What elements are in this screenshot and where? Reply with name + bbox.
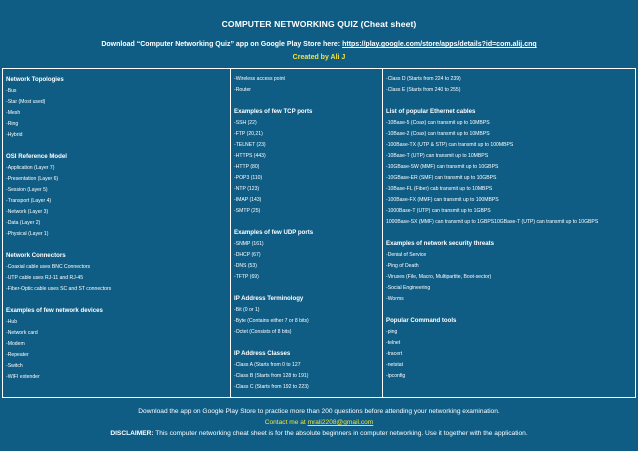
list-item: -HTTP (80): [234, 164, 260, 170]
email-link[interactable]: mrali2208@gmail.com: [307, 419, 374, 426]
list-item: -10Base-T (UTP) can transmit up to 10MBPS: [386, 153, 489, 159]
list-item: -Ring: [6, 121, 19, 127]
list-item: -10Base-2 (Coax) can transmit up to 10MBPS: [386, 131, 490, 137]
list-item: -Hybrid: [6, 132, 23, 138]
list-item: -POP3 (110): [234, 175, 263, 181]
list-item: -FTP (20,21): [234, 131, 263, 137]
list-item: -UTP cable uses RJ-11 and RJ-45: [6, 275, 84, 281]
list-item: -tracert: [386, 351, 403, 357]
list-item: -Coaxial cable uses BNC Connectors: [6, 264, 91, 270]
list-item: -TFTP (69): [234, 274, 259, 280]
list-item: -Denial of Service: [386, 252, 427, 258]
list-item: -TELNET (23): [234, 142, 266, 148]
column-middle: [231, 69, 383, 397]
list-item: -Bit (0 or 1): [234, 307, 260, 313]
list-item: -Physical (Layer 1): [6, 231, 49, 237]
list-item: -Router: [234, 87, 251, 93]
contact-line: [0, 417, 638, 428]
list-item: -Byte (Contains either 7 or 8 bits): [234, 318, 309, 324]
list-item: -ipconfig: [386, 373, 406, 379]
list-item: -Ping of Death: [386, 263, 419, 269]
list-item: -100Base-TX (UTP & STP) can transmit up to 100MBPS: [386, 142, 514, 148]
list-item: -100Base-FX (MMF) can transmit up to 100MBPS: [386, 197, 499, 203]
list-item: -Repeater: [6, 352, 29, 358]
list-item: -telnet: [386, 340, 401, 346]
list-item: -Mesh: [6, 110, 21, 116]
list-item: -WIFI extender: [6, 374, 40, 380]
download-line: [0, 41, 638, 48]
list-item: -10Base-FL (Fiber) cab transmit up to 10MBPS: [386, 186, 493, 192]
section-title-network-topologies: Network Topologies: [6, 76, 64, 83]
list-item: -Octet (Consists of 8 bits): [234, 329, 292, 335]
list-item: -NTP (123): [234, 186, 260, 192]
list-item: -Hub: [6, 319, 18, 325]
list-item: -Class A (Starts from 0 to 127: [234, 362, 301, 368]
section-title-examples-of-few-udp-ports: Examples of few UDP ports: [234, 229, 314, 236]
list-item: -IMAP (143): [234, 197, 262, 203]
cheat-sheet-table: [2, 68, 636, 398]
list-item: -Presentation (Layer 6): [6, 176, 59, 182]
list-item: -10GBase-ER (SMF) can transmit up to 10GBPS: [386, 175, 497, 181]
list-item: -Class B (Starts from 128 to 191): [234, 373, 309, 379]
footer: [0, 406, 638, 439]
list-item: -Star (Most used): [6, 99, 46, 105]
section-title-ip-address-terminology: IP Address Terminology: [234, 295, 304, 302]
list-item: -1000Base-T (UTP) can transmit up to 1GBPS: [386, 208, 491, 214]
list-item: -Network (Layer 3): [6, 209, 49, 215]
list-item: -Fiber-Optic cable uses SC and ST connectors: [6, 286, 112, 292]
column-right: [383, 69, 635, 397]
list-item: -SNMP (161): [234, 241, 264, 247]
list-item: -10Base-5 (Coax) can transmit up to 10MBPS: [386, 120, 490, 126]
section-title-examples-of-network-security-threats: Examples of network security threats: [386, 240, 495, 247]
list-item: -Transport (Layer 4): [6, 198, 52, 204]
section-title-network-connectors: Network Connectors: [6, 252, 66, 259]
list-item: -Modem: [6, 341, 25, 347]
list-item: -DHCP (67): [234, 252, 261, 258]
list-item: -Network card: [6, 330, 38, 336]
list-item: -10GBase-SW (MMF) can transmit up to 10GBPS: [386, 164, 499, 170]
list-item: -Social Engineering: [386, 285, 431, 291]
list-item: -Class D (Starts from 224 to 239): [386, 76, 461, 82]
list-item: -Class E (Starts from 240 to 255): [386, 87, 461, 93]
list-item: -netstat: [386, 362, 403, 368]
list-item: -Application (Layer 7): [6, 165, 55, 171]
footer-download-note: Download the app on Google Play Store to practice more than 200 questions before attending your networking examination.: [138, 408, 500, 415]
disclaimer: [0, 428, 638, 439]
list-item: -Class C (Starts from 192 to 223): [234, 384, 309, 390]
list-item: -HTTPS (443): [234, 153, 266, 159]
list-item: -SMTP (25): [234, 208, 261, 214]
list-item: -Switch: [6, 363, 23, 369]
section-title-examples-of-few-network-devices: Examples of few network devices: [6, 307, 103, 314]
section-title-examples-of-few-tcp-ports: Examples of few TCP ports: [234, 108, 313, 115]
list-item: -Data (Layer 2): [6, 220, 41, 226]
contact-prefix: Contact me at: [264, 419, 308, 426]
list-item: -SSH (22): [234, 120, 257, 126]
list-item: -ping: [386, 329, 398, 335]
section-title-popular-command-tools: Popular Command tools: [386, 317, 457, 324]
section-title-osi-reference-model: OSI Reference Model: [6, 153, 67, 160]
section-title-ip-address-classes: IP Address Classes: [234, 350, 291, 357]
author-credit: Created by Ali J: [292, 54, 346, 61]
list-item: -Bus: [6, 88, 17, 94]
column-left: [3, 69, 231, 397]
disclaimer-label: DISCLAIMER:: [110, 430, 154, 437]
play-store-link[interactable]: https://play.google.com/store/apps/details?id=com.alij.cnq: [342, 41, 537, 48]
list-item: -DNS (53): [234, 263, 257, 269]
page-title: COMPUTER NETWORKING QUIZ (Cheat sheet): [221, 19, 417, 29]
list-item: -Viruses (File, Macro, Multipartite, Boot-sector): [386, 274, 492, 280]
disclaimer-text: This computer networking cheat sheet is for the absolute beginners in computer networking. Use it together with the application.: [153, 430, 528, 437]
section-title-list-of-popular-ethernet-cables: List of popular Ethernet cables: [386, 108, 476, 115]
list-item: -Wireless access point: [234, 76, 285, 82]
list-item: -Worms: [386, 296, 404, 302]
download-prefix: Download “Computer Networking Quiz” app on Google Play Store here:: [101, 41, 343, 48]
list-item: -Session (Layer 5): [6, 187, 48, 193]
list-item: 1000Base-SX (MMF) can transmit up to 1GBPS10GBase-T (UTP) can transmit up to 10GBPS: [386, 219, 599, 225]
